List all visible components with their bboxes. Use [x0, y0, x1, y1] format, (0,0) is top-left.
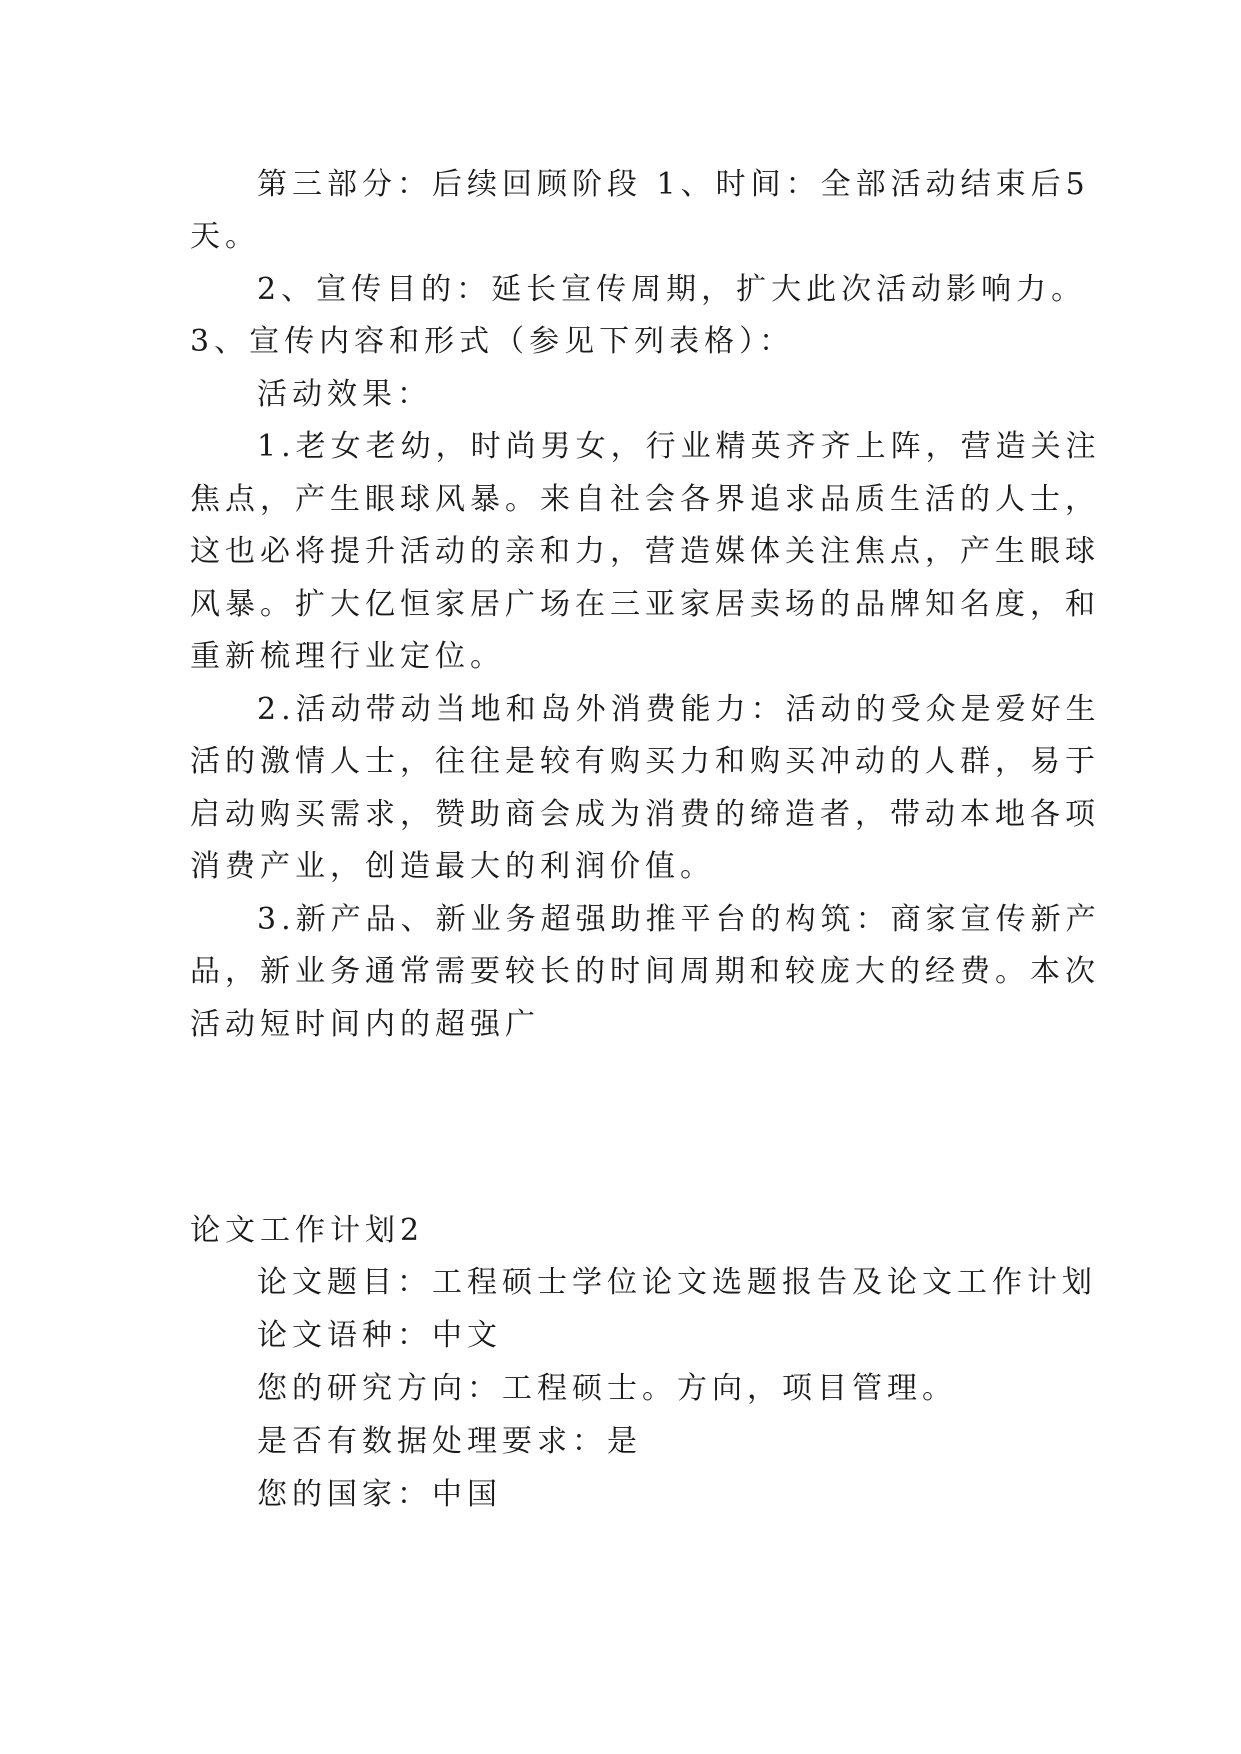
section-title: 论文工作计划2 [190, 1213, 425, 1248]
paragraph-line: 2、宣传目的：延长宣传周期，扩大此次活动影响力。 [257, 272, 1087, 307]
paragraph-heading: 活动效果： [257, 377, 432, 412]
paragraph-line: 这也必将提升活动的亲和力，营造媒体关注焦点，产生眼球 [190, 534, 1100, 569]
paragraph-line: 活的激情人士，往往是较有购买力和购买冲动的人群，易于 [190, 744, 1100, 779]
data-processing-line: 是否有数据处理要求：是 [257, 1424, 642, 1459]
paragraph-line: 重新梳理行业定位。 [190, 639, 505, 674]
thesis-topic-line: 论文题目：工程硕士学位论文选题报告及论文工作计划 [257, 1265, 1097, 1300]
paragraph-line: 第三部分：后续回顾阶段 1、时间：全部活动结束后5 [257, 167, 1090, 202]
paragraph-line: 风暴。扩大亿恒家居广场在三亚家居卖场的品牌知名度，和 [190, 587, 1100, 622]
paragraph-line: 1.老女老幼，时尚男女，行业精英齐齐上阵，营造关注 [257, 429, 1101, 464]
paragraph-line: 品，新业务通常需要较长的时间周期和较庞大的经费。本次 [190, 954, 1100, 989]
paragraph-line: 活动短时间内的超强广 [190, 1007, 540, 1042]
paragraph-line: 天。 [190, 219, 260, 254]
paragraph-line: 焦点，产生眼球风暴。来自社会各界追求品质生活的人士， [190, 482, 1100, 517]
research-direction-line: 您的研究方向：工程硕士。方向，项目管理。 [257, 1371, 957, 1406]
paragraph-line: 启动购买需求，赞助商会成为消费的缔造者，带动本地各项 [190, 797, 1100, 832]
thesis-language-line: 论文语种：中文 [257, 1318, 502, 1353]
paragraph-line: 3.新产品、新业务超强助推平台的构筑：商家宣传新产 [257, 902, 1101, 937]
paragraph-line: 3、宣传内容和形式（参见下列表格）： [190, 324, 795, 359]
country-line: 您的国家：中国 [257, 1477, 502, 1512]
paragraph-line: 2.活动带动当地和岛外消费能力：活动的受众是爱好生 [257, 692, 1101, 727]
paragraph-line: 消费产业，创造最大的利润价值。 [190, 849, 715, 884]
